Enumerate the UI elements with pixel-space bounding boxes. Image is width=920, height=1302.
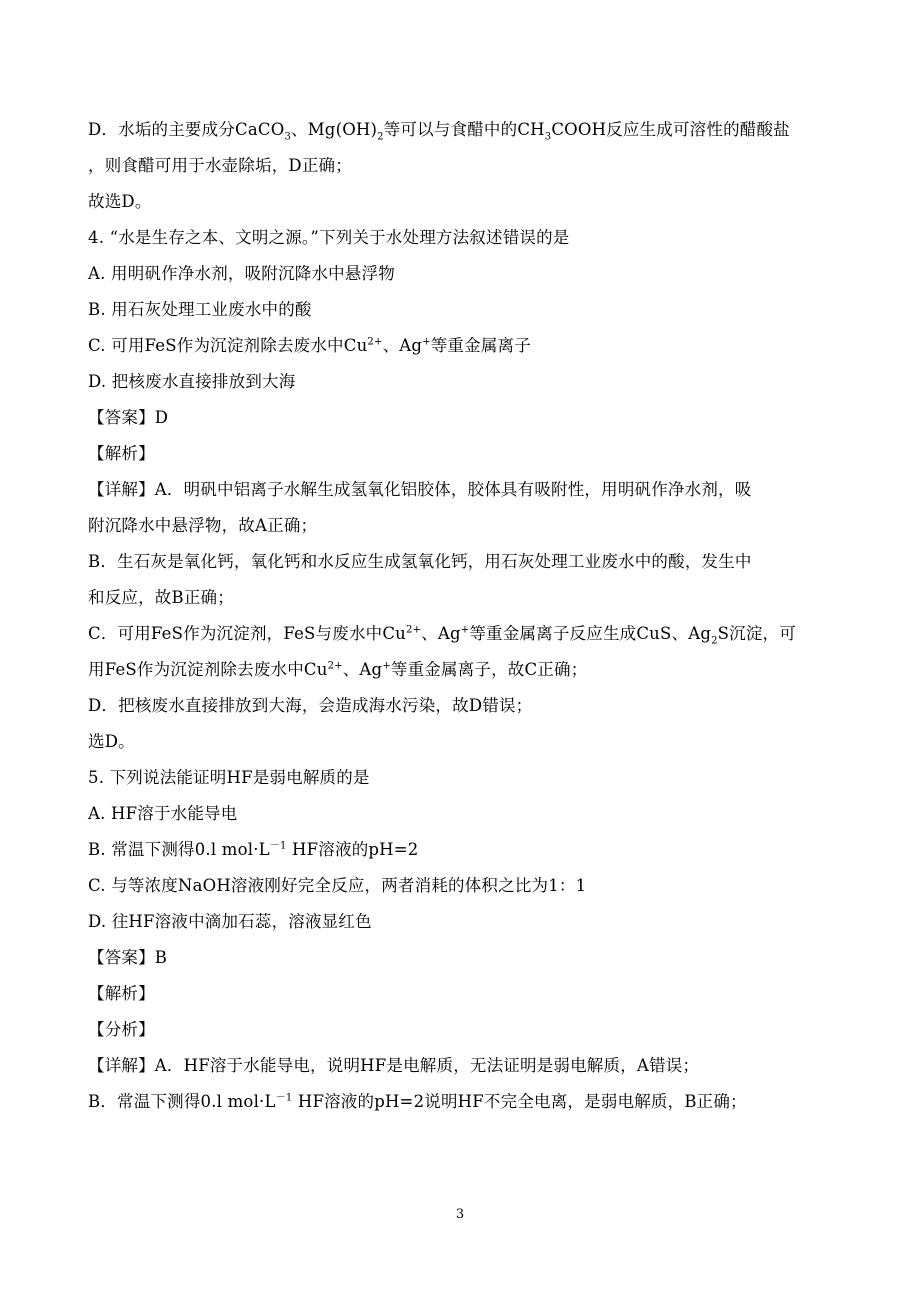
line-d-prev-1: D．水垢的主要成分CaCO$_3$、$Mg(OH)_2$等可以与食醋中的$CH_3COOH$反应生成可溶性的醋酸盐	[88, 120, 790, 143]
q4-detail-c-2: 用FeS作为沉淀剂除去废水中$Cu^{2+}$、Ag+等重金属离子，故C正确；	[88, 660, 588, 679]
q4-detail-b-2: 和反应，故B正确；	[88, 588, 234, 607]
line-d-prev-2: ，则食醋可用于水壶除垢，D正确；	[88, 156, 352, 175]
q4-stem: 4. “水是生存之本、文明之源。”下列关于水处理方法叙述错误的是	[88, 228, 570, 247]
q4-analysis-heading: 【解析】	[88, 444, 155, 463]
q5-detail-a: 【详解】A．HF溶于水能导电，说明HF是电解质，无法证明是弱电解质，A错误；	[88, 1056, 700, 1075]
q5-analysis-heading: 【解析】	[88, 984, 155, 1003]
q4-detail-b-1: B．生石灰是氧化钙，氧化钙和水反应生成氢氧化钙，用石灰处理工业废水中的酸，发生中	[88, 552, 752, 571]
q4-detail-a-2: 附沉降水中悬浮物，故A正确；	[88, 516, 318, 535]
q4-detail-c-1: C．可用FeS作为沉淀剂，FeS与废水中$Cu^{2+}$、Ag+等重金属离子反应生成CuS、$Ag_2S$沉淀，可	[88, 624, 796, 647]
q4-detail-a-1: 【详解】A．明矾中铝离子水解生成氢氧化铝胶体，胶体具有吸附性，用明矾作净水剂，吸	[88, 480, 752, 499]
q5-option-b: B. 常温下测得0.l $mol\cdot L^{-1}$ HF溶液的pH=2	[88, 840, 419, 859]
q5-option-d: D. 往HF溶液中滴加石蕊，溶液显红色	[88, 912, 372, 931]
page-number: 3	[455, 1207, 465, 1222]
q5-option-a: A. HF溶于水能导电	[88, 804, 238, 823]
q4-option-b: B. 用石灰处理工业废水中的酸	[88, 300, 312, 319]
q4-option-a: A. 用明矾作净水剂，吸附沉降水中悬浮物	[88, 264, 395, 283]
q4-option-c: C. 可用FeS作为沉淀剂除去废水中$Cu^{2+}$、Ag+等重金属离子	[88, 336, 531, 355]
q5-fenxi-heading: 【分析】	[88, 1020, 155, 1039]
q5-detail-b: B．常温下测得0.l $mol\cdot L^{-1}$ HF溶液的pH=2说明HF不完全电离，是弱电解质，B正确；	[88, 1092, 747, 1111]
q5-answer: 【答案】B	[88, 948, 168, 967]
q5-stem: 5. 下列说法能证明HF是弱电解质的是	[88, 768, 370, 787]
q4-option-d: D. 把核废水直接排放到大海	[88, 372, 296, 391]
q4-answer: 【答案】D	[88, 408, 169, 427]
q4-choose: 选D。	[88, 732, 135, 751]
q4-detail-d: D．把核废水直接排放到大海，会造成海水污染，故D错误；	[88, 696, 533, 715]
line-choose-d-prev: 故选D。	[88, 192, 152, 211]
q5-option-c: C. 与等浓度NaOH溶液刚好完全反应，两者消耗的体积之比为1：1	[88, 876, 587, 895]
